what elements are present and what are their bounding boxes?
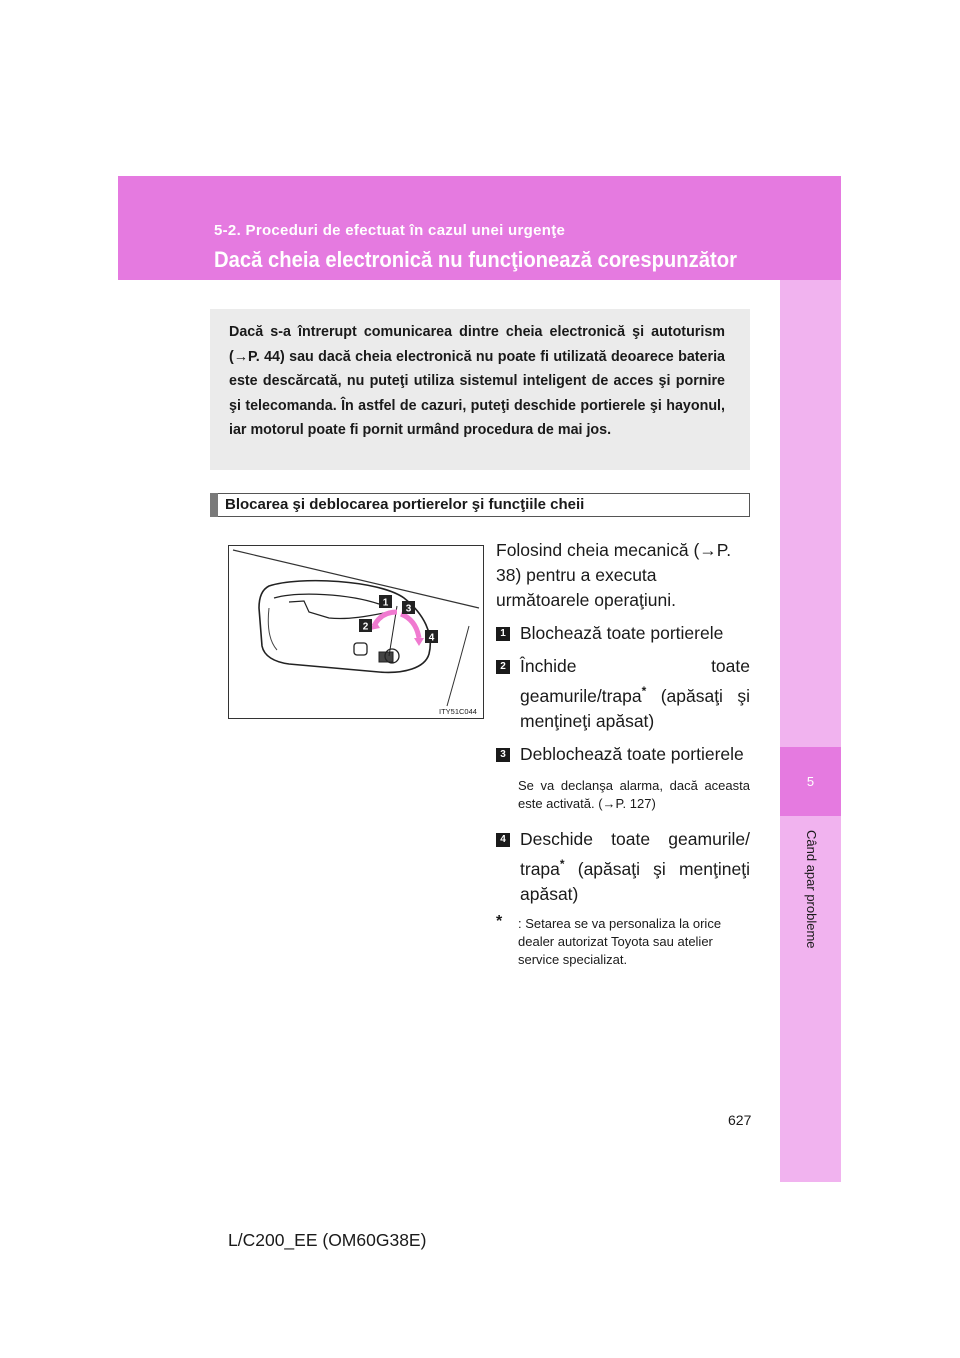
- callout-item-1: [496, 621, 750, 646]
- callout-text-4b: (apăsaţi şi menţineţi apăsat): [520, 859, 750, 904]
- subheading-marker: [210, 493, 218, 517]
- subheading-text: Blocarea şi deblocarea portierelor şi funcţiile cheii: [225, 496, 585, 513]
- footnote: [496, 915, 750, 969]
- callout-number-4: 4: [496, 833, 510, 847]
- figure-label-1: 1: [382, 597, 389, 609]
- page-title: Dacă cheia electronică nu funcţionează corespunzător: [214, 247, 738, 272]
- callout-item-4: [496, 827, 750, 907]
- callout-lead: Folosind cheia mecanică (→P. 38) pentru a executa următoarele operaţiuni.: [496, 540, 732, 610]
- door-handle-illustration: [229, 546, 483, 718]
- callout-number-2: 2: [496, 660, 510, 674]
- chapter-number: 5: [780, 747, 841, 816]
- section-label: 5-2. Proceduri de efectuat în cazul unei urgenţe: [214, 222, 566, 239]
- asterisk-2: *: [641, 684, 647, 698]
- subheading-box: [210, 493, 750, 517]
- intro-box: [210, 309, 750, 470]
- callout-text-3: Deblochează toate portierele: [520, 744, 744, 764]
- callout-list: [496, 538, 750, 969]
- callout-text-2b: (apăsaţi şi menţineţi apăsat): [520, 686, 750, 731]
- chapter-title: Când apar probleme: [804, 830, 819, 949]
- callout-text-2: Închide toate geamurile/trapa: [520, 656, 750, 706]
- callout-number-3: 3: [496, 748, 510, 762]
- document-code: L/C200_EE (OM60G38E): [228, 1230, 427, 1250]
- callout-item-2: [496, 654, 750, 734]
- footnote-text: : Setarea se va personaliza la orice dealer autorizat Toyota sau atelier service specializat.: [518, 916, 722, 967]
- intro-text: Dacă s-a întrerupt comunicarea dintre cheia electronică şi autoturism (→P. 44) sau dacă cheia electronică nu poate fi utilizată deoarece bateria este descărcată, nu puteţi utiliza sistemul inteligent de acces şi pornire şi telecomanda. În astfel de cazuri, puteţi deschide portierele şi hayonul, iar motorul poate fi pornit urmând procedura de mai jos.: [229, 324, 725, 439]
- alarm-note: Se va declanşa alarma, dacă aceasta este activată. (→P. 127): [518, 778, 750, 811]
- door-handle-figure: [228, 545, 484, 719]
- callout-item-3: [496, 742, 750, 767]
- footnote-mark: *: [496, 913, 503, 930]
- figure-label-2: 2: [362, 621, 369, 633]
- callout-number-1: 1: [496, 627, 510, 641]
- figure-label-3: 3: [405, 603, 412, 615]
- page-number: 627: [728, 1112, 752, 1128]
- asterisk-4: *: [559, 857, 565, 871]
- chapter-header: [118, 176, 841, 280]
- callout-text-4: Deschide toate geamurile/ trapa: [520, 829, 750, 879]
- figure-label-4: 4: [428, 632, 435, 644]
- chapter-side-tab[interactable]: [780, 280, 841, 1182]
- figure-code: ITY51C044: [439, 707, 477, 716]
- callout-text-1: Blochează toate portierele: [520, 623, 724, 643]
